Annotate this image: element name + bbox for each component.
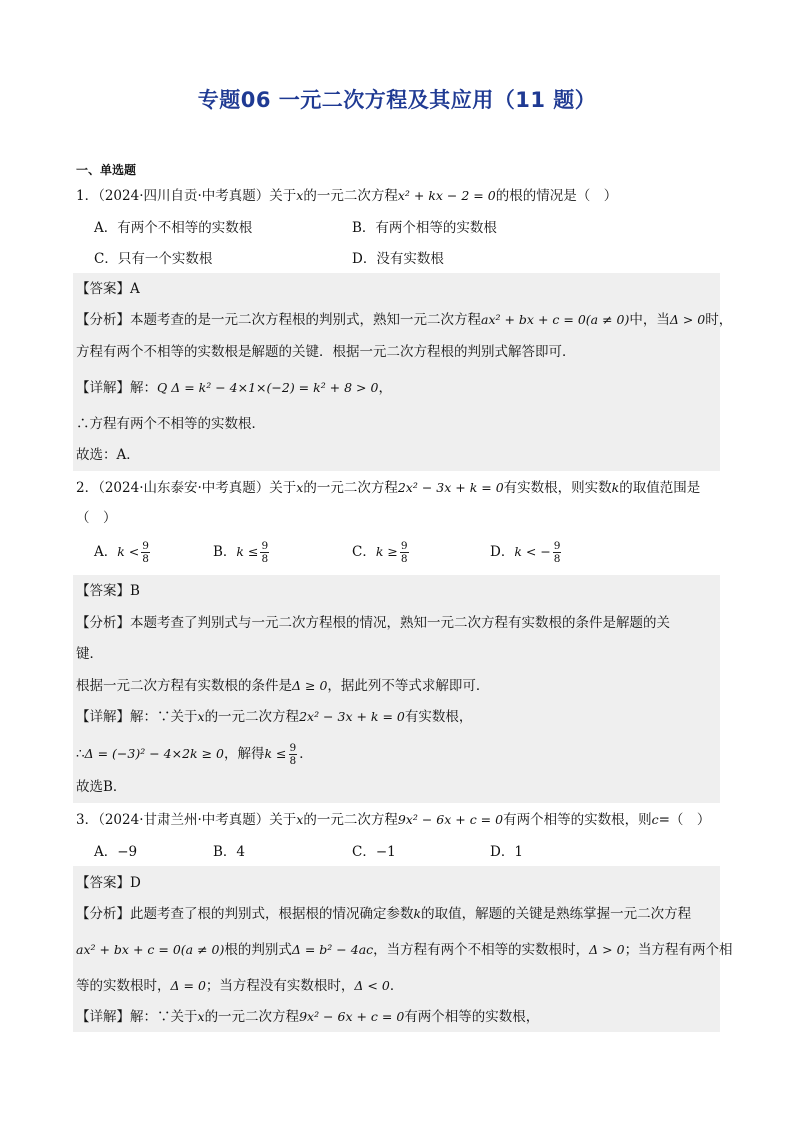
page-title: 专题06 一元二次方程及其应用（11 题）: [197, 88, 597, 112]
q2-analysis-text: 根据一元二次方程有实数根的条件是: [76, 678, 292, 694]
q2-option-a-fraction: [141, 540, 150, 565]
q2-detail2-therefore: ∴: [76, 746, 85, 762]
q1-choice: 故选：A．: [76, 447, 140, 463]
q3-detail-end: 有两个相等的实数根，: [404, 1009, 540, 1025]
q2-option-c: [352, 540, 411, 565]
q1-detail-line1: [76, 378, 392, 398]
q1-analysis-end: 时，: [705, 312, 733, 328]
q1-solution-box: [73, 273, 720, 471]
q1-analysis-line1: [76, 310, 732, 330]
fraction-denominator: 8: [289, 755, 297, 767]
q2-detail-end: 有实数根，: [404, 709, 473, 725]
q3-option-b: B．4: [213, 844, 246, 860]
q2-option-d-fraction: [553, 540, 562, 565]
q2-detail2-relation: k ≤: [264, 746, 287, 761]
q2-option-c-label: C．: [352, 544, 376, 560]
q2-answer: 【答案】B: [76, 583, 140, 599]
q1-analysis-mid: 中，当: [629, 312, 670, 328]
q1-analysis-text: 【分析】本题考查的是一元二次方程根的判别式，熟知一元二次方程: [76, 312, 481, 328]
q2-stem-equation: 2x² − 3x + k = 0: [397, 480, 504, 495]
q1-detail-line2: ∴方程有两个不相等的实数根．: [76, 416, 265, 432]
q1-stem-end: 的根的情况是（ ）: [495, 188, 618, 204]
fraction-numerator: 9: [261, 540, 269, 552]
q3-stem-equation: 9x² − 6x + c = 0: [397, 812, 504, 827]
q2-detail-mid: 的一元二次方程: [204, 709, 300, 725]
q3-detail-label: 【详解】解：∵关于: [76, 1009, 198, 1025]
q3-stem-var: x: [296, 812, 304, 827]
q2-detail-label: 【详解】解：∵关于: [76, 709, 198, 725]
q3-detail-line1: [76, 1007, 539, 1027]
q2-detail-line2: [76, 742, 313, 767]
q3-stem-var2: c: [651, 812, 659, 827]
q2-option-a-relation: k <: [117, 544, 140, 559]
q1-option-a: A．有两个不相等的实数根: [94, 220, 253, 236]
q1-analysis-equation: ax² + bx + c = 0(a ≠ 0): [481, 312, 630, 327]
q1-stem-mid: 的一元二次方程: [303, 188, 398, 204]
q2-option-a-label: A．: [94, 544, 118, 560]
fraction-denominator: 8: [261, 553, 269, 565]
q1-answer: 【答案】A: [76, 281, 140, 297]
q3-detail-var: x: [197, 1009, 205, 1024]
q3-option-a: A．−9: [94, 844, 138, 860]
q2-analysis-line1: 【分析】本题考查了判别式与一元二次方程根的情况，熟知一元二次方程有实数根的条件是解题的关: [76, 615, 670, 631]
q3-analysis3-end: ．: [389, 978, 404, 994]
q3-analysis-end: 的取值，解题的关键是熟练掌握一元二次方程: [421, 906, 692, 922]
q2-option-b-fraction: [260, 540, 269, 565]
q1-detail-label: 【详解】解：: [76, 380, 157, 396]
q3-analysis-mid2: ，当方程有两个不相等的实数根时，: [373, 942, 590, 958]
q3-analysis-var: k: [413, 906, 422, 921]
q2-stem-text: 2．（2024·山东泰安·中考真题）关于: [76, 480, 297, 496]
q3-analysis-line2: [76, 940, 733, 960]
q2-option-d-label: D．: [490, 544, 515, 560]
fraction-denominator: 8: [553, 553, 561, 565]
q2-detail-equation: 2x² − 3x + k = 0: [299, 709, 405, 724]
q1-option-c: C．只有一个实数根: [94, 251, 213, 267]
q3-detail-mid: 的一元二次方程: [204, 1009, 300, 1025]
q2-analysis-line3: [76, 676, 489, 696]
q2-analysis-condition: Δ ≥ 0: [292, 678, 328, 693]
q3-analysis-line1: [76, 904, 691, 924]
q2-stem: [76, 478, 700, 498]
q3-analysis3-mid: ；当方程没有实数根时，: [205, 978, 355, 994]
q2-option-c-relation: k ≥: [375, 544, 398, 559]
fraction-numerator: 9: [142, 540, 149, 552]
q2-stem-mid: 的一元二次方程: [303, 480, 398, 496]
q3-analysis-mid: 根的判别式: [224, 942, 292, 958]
q1-stem-text: 1．（2024·四川自贡·中考真题）关于: [76, 188, 297, 204]
q3-stem: [76, 810, 710, 830]
q2-option-d-relation: k < −: [514, 544, 551, 559]
q2-stem-end: 的取值范围是: [619, 480, 701, 496]
q2-detail2-end: ．: [299, 746, 313, 762]
q3-stem-text: 3．（2024·甘肃兰州·中考真题）关于: [76, 812, 297, 828]
q2-option-a: [94, 540, 152, 565]
fraction-numerator: 9: [400, 540, 408, 552]
q3-analysis-text: 【分析】此题考查了根的判别式，根据根的情况确定参数: [76, 906, 414, 922]
q3-analysis-condition1: Δ > 0: [589, 942, 625, 957]
q2-detail-var: x: [197, 709, 205, 724]
q3-analysis-discriminant: Δ = b² − 4ac: [291, 942, 374, 957]
q2-option-c-fraction: [400, 540, 409, 565]
q3-option-d: D．1: [490, 844, 523, 860]
q3-stem-end: =（ ）: [658, 812, 711, 828]
q2-option-d: [490, 540, 563, 565]
q2-stem-paren: （ ）: [76, 510, 117, 526]
q2-option-b: [213, 540, 271, 565]
fraction-denominator: 8: [400, 553, 408, 565]
fraction-denominator: 8: [142, 553, 149, 565]
q2-detail-line1: [76, 707, 472, 727]
q2-detail2-fraction: [289, 742, 298, 767]
q1-stem-var: x: [296, 188, 304, 203]
q3-detail-equation: 9x² − 6x + c = 0: [299, 1009, 405, 1024]
section-heading: 一、单选题: [76, 163, 137, 177]
q1-option-b: B．有两个相等的实数根: [352, 220, 497, 236]
q3-analysis-condition2: Δ = 0: [170, 978, 206, 993]
q1-detail-equation: Q Δ = k² − 4×1×(−2) = k² + 8 > 0: [157, 380, 379, 395]
fraction-numerator: 9: [289, 742, 297, 754]
q3-option-c: C．−1: [352, 844, 396, 860]
q1-detail-end: ，: [378, 380, 392, 396]
q1-stem: [76, 186, 617, 206]
q3-answer: 【答案】D: [76, 875, 141, 891]
q2-stem-mid2: 有实数根，则实数: [503, 480, 612, 496]
q3-analysis-equation: ax² + bx + c = 0(a ≠ 0): [76, 942, 225, 957]
q2-choice: 故选B．: [76, 779, 127, 795]
q2-detail2-mid: ，解得: [223, 746, 265, 762]
q3-analysis-mid3: ；当方程有两个相: [624, 942, 733, 958]
q3-analysis3-text: 等的实数根时，: [76, 978, 171, 994]
q2-detail2-equation: Δ = (−3)² − 4×2k ≥ 0: [84, 746, 224, 761]
q2-option-b-label: B．: [213, 544, 237, 560]
q2-analysis-line2: 键．: [76, 646, 103, 662]
q3-stem-mid: 的一元二次方程: [303, 812, 398, 828]
q1-analysis-line2: 方程有两个不相等的实数根是解题的关键．根据一元二次方程根的判别式解答即可．: [76, 344, 576, 360]
q3-analysis-line3: [76, 976, 403, 996]
q3-analysis-condition3: Δ < 0: [354, 978, 390, 993]
fraction-numerator: 9: [553, 540, 561, 552]
q1-stem-equation: x² + kx − 2 = 0: [397, 188, 496, 203]
q2-analysis-end: ，据此列不等式求解即可．: [327, 678, 490, 694]
q3-stem-mid2: 有两个相等的实数根，则: [503, 812, 652, 828]
q2-stem-var2: k: [611, 480, 620, 495]
q2-stem-var: x: [296, 480, 304, 495]
q1-analysis-condition: Δ > 0: [669, 312, 706, 327]
q2-option-b-relation: k ≤: [236, 544, 259, 559]
q1-option-d: D．没有实数根: [352, 251, 444, 267]
